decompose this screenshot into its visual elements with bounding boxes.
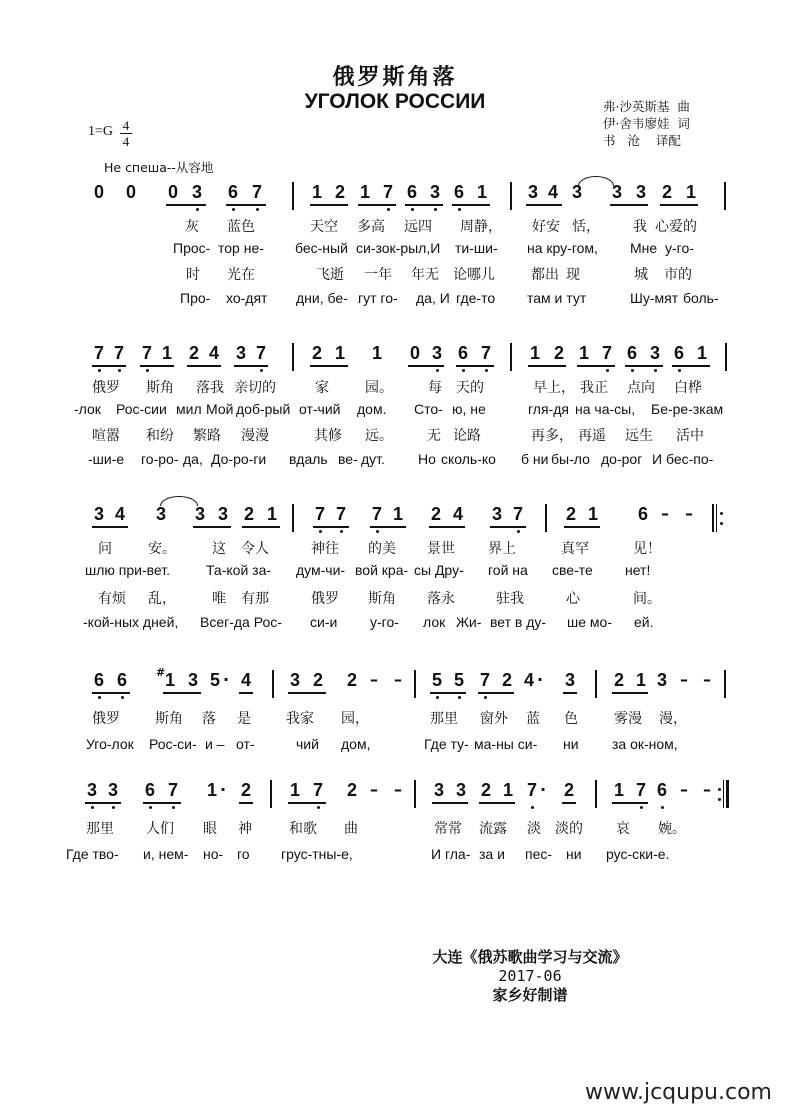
lyric: доб-рый [236,401,291,417]
lyric: где-то [456,290,496,306]
lyrics-verse-1-ru [0,401,790,423]
lyric: ве- [338,451,358,467]
lyric: 俄罗 [92,380,120,396]
lyric: 乱， [148,591,176,607]
notation-line: 3 4 3 3 3 2 1 7 7 7 1 2 4 3 7 2 1 6 – – [0,498,790,534]
lyric: 淡的 [555,821,583,837]
footer-transcriber: 家乡好制谱 [492,986,568,1004]
lyric: ти-ши- [455,240,498,256]
lyric: 年无 [411,267,439,283]
lyric: 神 [238,821,252,837]
lyric: да, [183,451,203,467]
lyric: 婉。 [658,821,686,837]
lyric: рус-ски-е. [606,846,670,862]
lyric: 早上， [533,380,575,396]
lyric: 窗外 [480,711,508,727]
lyric: 神往 [311,541,339,557]
lyric: 令人 [241,541,269,557]
lyric: хо-дят [226,290,268,306]
lyric: мил [176,401,202,417]
lyrics-verse-ru [0,846,790,868]
lyric: све-те [552,562,593,578]
lyric: 城 [634,267,648,283]
lyric: 问 [98,541,112,557]
lyric: 好安 [532,219,560,235]
lyric: 落我 [196,380,224,396]
lyric: 远四 [404,219,432,235]
lyric: 都出 [531,267,559,283]
lyric: 园， [341,711,369,727]
lyric: 蓝 [526,711,540,727]
lyric: тор не- [218,240,264,256]
lyric: 现 [566,267,580,283]
lyric: на ча-сы, [575,401,636,417]
lyricist-credit: 伊·舍韦廖娃 词 [603,116,690,131]
lyric: Но [418,451,436,467]
lyric: 再遥 [578,428,606,444]
lyric: за ок-ном, [612,736,678,752]
lyric: 斯角 [155,711,183,727]
lyrics-verse-cn [0,818,790,840]
lyric: 天的 [456,380,484,396]
lyric: 我家 [286,711,314,727]
lyric: 那里 [86,821,114,837]
lyric: 色 [564,711,578,727]
lyrics-verse-2-cn [0,588,790,610]
lyrics-verse-2-ru [0,451,790,473]
lyric: 一年 [364,267,392,283]
lyric: го-ро- [141,451,179,467]
lyric: Мне [630,240,658,256]
lyric: 淡 [527,821,541,837]
lyric: на кру-гом, [527,240,598,256]
lyric: Где ту- [424,736,469,752]
lyric: 间。 [633,591,661,607]
lyric: Про- [180,290,211,306]
lyric: 和歌 [289,821,317,837]
lyric: Мой [206,401,234,417]
lyric: 亲切的 [234,380,276,396]
lyric: Шу-мят [630,290,679,306]
lyric: Прос- [173,240,211,256]
title-chinese: 俄罗斯角落 [332,64,458,90]
lyric: го [237,846,250,862]
lyric: у-го- [665,240,694,256]
lyric: 心爱的 [655,219,697,235]
tempo-marking: Не спеша--从容地 [104,160,214,175]
lyric: И [652,451,663,467]
lyric: нет! [625,562,651,578]
lyric: 安。 [148,541,176,557]
lyric: 见！ [633,541,661,557]
lyric: 活中 [676,428,704,444]
lyric: 天空 [310,219,338,235]
lyric: 和纷 [146,428,174,444]
time-signature [120,119,132,148]
lyric: -ши-е [88,451,125,467]
lyric: боль- [683,290,719,306]
lyric: 有那 [241,591,269,607]
lyric: 俄罗 [92,711,120,727]
lyrics-verse-2-ru [0,614,790,636]
lyric: 远。 [365,428,393,444]
lyric: 真罕 [561,541,589,557]
lyric: 周静， [460,219,502,235]
lyric: 无 [427,428,441,444]
lyric: Сто- [414,401,443,417]
notation-line: 7 7 7 1 2 4 3 7 2 1 1 0 3 6 7 1 2 1 7 6 3 6 1 [0,337,790,373]
lyric: 这 [212,541,226,557]
lyric: гой на [488,562,528,578]
lyric: 市的 [664,267,692,283]
lyric: 景世 [427,541,455,557]
lyric: Где тво- [66,846,119,862]
lyric: 家 [315,380,329,396]
lyric: дут. [361,451,385,467]
lyric: до-рог [601,451,643,467]
lyric: ни [566,846,582,862]
lyrics-verse-2-cn [0,425,790,447]
title-russian: УГОЛОК РОССИИ [304,90,486,113]
lyric: си-зок-рыл,И [356,240,441,256]
lyrics-verse-1-cn [0,216,790,238]
lyric: 人们 [146,821,174,837]
lyric: 再多， [531,428,573,444]
lyric: от- [236,736,255,752]
lyric: и, нем- [143,846,189,862]
lyric: 斯角 [146,380,174,396]
lyric: 光在 [227,267,255,283]
footer-source: 大连《俄苏歌曲学习与交流》 [432,948,628,966]
lyric: -лок [74,401,101,417]
lyric: бы-ло [551,451,590,467]
lyrics-verse-2-cn [0,264,790,286]
lyric: за и [479,846,505,862]
lyric: 喧嚣 [92,428,120,444]
translator-credit: 书 沧 译配 [603,133,681,148]
lyric: у-го- [370,614,399,630]
credits [603,98,690,149]
lyric: 斯角 [368,591,396,607]
lyric: 论路 [453,428,481,444]
lyric: Уго-лок [86,736,134,752]
footer-credits [395,948,665,1005]
lyric: 我正 [580,380,608,396]
lyric: 落永 [427,591,455,607]
lyric: сколь-ко [441,451,496,467]
lyric: 是 [237,711,251,727]
lyric: и – [205,736,225,752]
lyric: там и тут [527,290,587,306]
lyrics-verse-2-ru [0,290,790,312]
lyrics-verse-1-cn [0,377,790,399]
lyric: 哀 [616,821,630,837]
lyric: 有烦 [98,591,126,607]
lyric: пес- [525,846,553,862]
lyric: 灰 [185,219,199,235]
lyric: 繁路 [193,428,221,444]
lyric: 雾漫 [614,711,642,727]
lyric: 常常 [434,821,462,837]
lyric: 论哪儿 [453,267,495,283]
lyric: си-и [310,614,338,630]
lyric: Всег-да Рос- [200,614,282,630]
lyric: но- [203,846,224,862]
lyric: 那里 [430,711,458,727]
lyric: 远生 [625,428,653,444]
lyric: дум-чи- [296,562,346,578]
lyric: 每 [428,380,442,396]
lyric: И гла- [431,846,471,862]
lyric: ма-ны си- [474,736,538,752]
lyric: 其修 [314,428,342,444]
notation-line: 6 6 # 1 3 5 · 4 3 2 2 – – 5 5 7 2 4 · 3 2 1 3 – – [0,664,790,700]
lyric: б ни [521,451,549,467]
notation-line: 0 0 0 3 6 7 1 2 1 7 6 3 6 1 3 4 3 3 3 2 1 [0,176,790,212]
lyric: 心 [566,591,580,607]
lyric: 的美 [368,541,396,557]
lyric: 漫漫 [241,428,269,444]
lyric: 流露 [479,821,507,837]
lyric: дом. [357,401,387,417]
lyric: 唯 [212,591,226,607]
lyric: 多高 [357,219,385,235]
lyrics-verse-1-ru [0,562,790,584]
lyric: бес-по- [666,451,714,467]
lyric: ю, не [452,401,486,417]
lyric: 曲 [344,821,358,837]
lyric: гля-дя [528,401,569,417]
lyric: гут го- [358,290,398,306]
lyrics-verse-1-cn [0,538,790,560]
lyric: ни [563,736,579,752]
key-signature: 1=G [88,124,114,139]
lyric: Рос-сии [116,401,167,417]
lyric: 恬， [572,219,600,235]
time-signature-top: 4 [122,118,130,133]
lyric: да, И [416,290,450,306]
lyric: грус-тны-е, [281,846,353,862]
lyric: Бе-ре-зкам [651,401,724,417]
lyric: 界上 [488,541,516,557]
lyric: сы Дру- [414,562,464,578]
time-signature-bottom: 4 [122,134,130,149]
lyric: дом, [341,736,371,752]
watermark: www.jcqupu.com [585,1080,772,1105]
lyric: вет в ду- [490,614,547,630]
lyric: Рос-си- [149,736,197,752]
lyric: ше мо- [567,614,612,630]
lyrics-verse-cn [0,708,790,730]
composer-credit: 弗·沙英斯基 曲 [603,99,690,114]
lyric: от-чий [299,401,341,417]
lyrics-verse-ru [0,736,790,758]
lyric: вдаль [289,451,328,467]
lyrics-verse-1-ru [0,240,790,262]
lyric: До-ро-ги [211,451,267,467]
lyric: 落 [202,711,216,727]
lyric: бес-ный [295,240,348,256]
lyric: ей. [634,614,654,630]
lyric: дни, бе- [296,290,348,306]
lyric: 点向 [627,380,655,396]
lyric: 漫， [659,711,687,727]
lyric: 我 [633,219,647,235]
lyric: вой кра- [355,562,409,578]
lyric: Та-кой за- [206,562,272,578]
lyric: 驻我 [496,591,524,607]
notation-line: 3 3 6 7 1 · 2 1 7 2 – – 3 3 2 1 7 · 2 1 7 6 – – [0,774,790,810]
lyric: 俄罗 [311,591,339,607]
lyric: шлю при-вет. [85,562,170,578]
lyric: -кой-ных дней, [83,614,179,630]
lyric: 飞逝 [316,267,344,283]
lyric: 眼 [203,821,217,837]
lyric: 蓝色 [227,219,255,235]
lyric: лок [423,614,446,630]
lyric: 时 [186,267,200,283]
lyric: 白桦 [674,380,702,396]
lyric: Жи- [456,614,482,630]
lyric: чий [296,736,319,752]
lyric: 园。 [365,380,393,396]
footer-date: 2017-06 [498,967,562,985]
